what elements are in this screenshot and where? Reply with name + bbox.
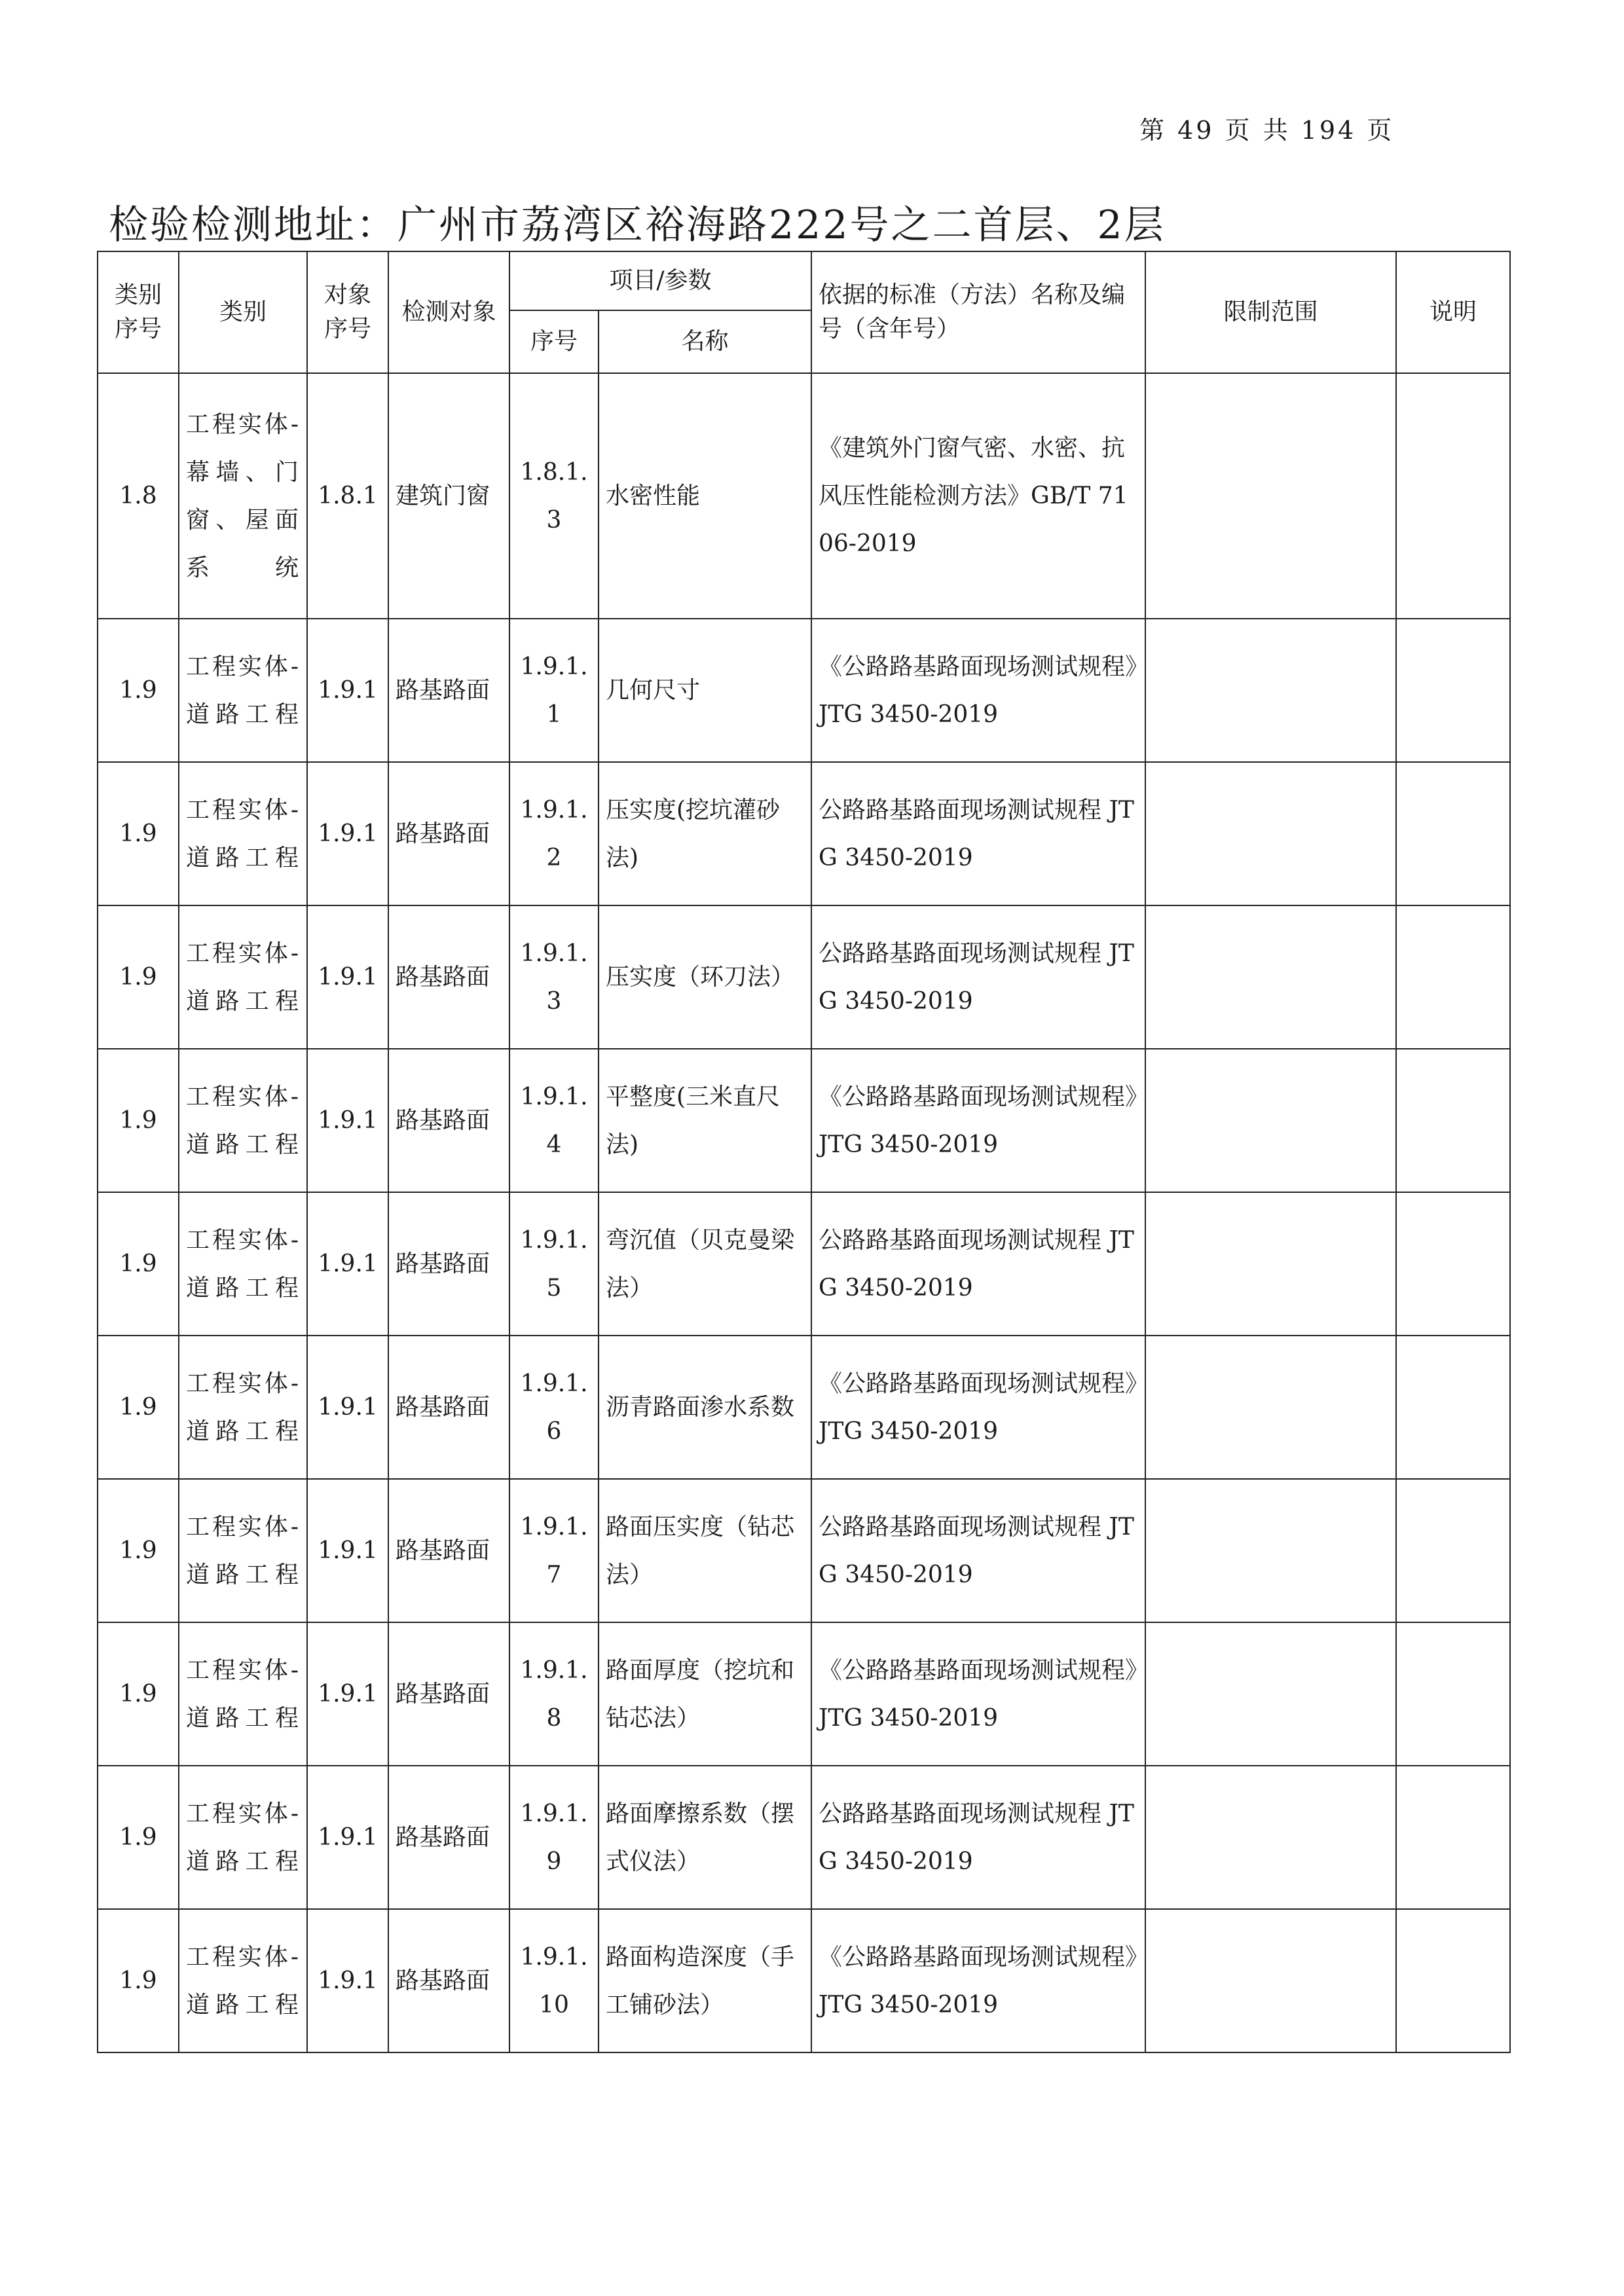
note-cell <box>1396 1766 1510 1909</box>
scope-table <box>97 251 1511 2053</box>
category-no-cell: 1.9 <box>98 1909 179 2052</box>
item-no-cell: 1.8.1.3 <box>509 373 599 619</box>
item-no-cell: 1.9.1.4 <box>509 1049 599 1192</box>
limit-cell <box>1145 1049 1396 1192</box>
limit-cell <box>1145 762 1396 905</box>
header-item-no: 序号 <box>509 310 599 373</box>
note-cell <box>1396 373 1510 619</box>
table-row <box>98 1909 1510 2052</box>
item-name-cell: 平整度(三米直尺法) <box>599 1049 811 1192</box>
page-number: 第 49 页 共 194 页 <box>1139 116 1395 145</box>
category-cell: 工程实体-道路工程 <box>179 619 307 762</box>
item-no-cell: 1.9.1.10 <box>509 1909 599 2052</box>
table-row <box>98 1479 1510 1622</box>
standard-cell: 《公路路基路面现场测试规程》JTG 3450-2019 <box>811 1336 1145 1479</box>
category-cell: 工程实体-道路工程 <box>179 1049 307 1192</box>
category-no-cell: 1.9 <box>98 619 179 762</box>
object-cell: 路基路面 <box>388 619 509 762</box>
item-name-cell: 弯沉值（贝克曼梁法） <box>599 1192 811 1336</box>
object-no-cell: 1.9.1 <box>307 1049 388 1192</box>
object-no-cell: 1.9.1 <box>307 1192 388 1336</box>
category-no-cell: 1.9 <box>98 1766 179 1909</box>
standard-cell: 公路路基路面现场测试规程 JTG 3450-2019 <box>811 1766 1145 1909</box>
standard-cell: 《公路路基路面现场测试规程》JTG 3450-2019 <box>811 1049 1145 1192</box>
object-cell: 路基路面 <box>388 1479 509 1622</box>
item-name-cell: 压实度(挖坑灌砂法) <box>599 762 811 905</box>
object-cell: 路基路面 <box>388 1909 509 2052</box>
category-cell: 工程实体-道路工程 <box>179 1622 307 1766</box>
header-category: 类别 <box>179 251 307 373</box>
standard-cell: 公路路基路面现场测试规程 JTG 3450-2019 <box>811 1192 1145 1336</box>
category-no-cell: 1.9 <box>98 762 179 905</box>
item-no-cell: 1.9.1.1 <box>509 619 599 762</box>
header-object-no: 对象序号 <box>307 251 388 373</box>
table-row <box>98 1336 1510 1479</box>
item-no-cell: 1.9.1.2 <box>509 762 599 905</box>
standard-cell: 《建筑外门窗气密、水密、抗风压性能检测方法》GB/T 7106-2019 <box>811 373 1145 619</box>
limit-cell <box>1145 905 1396 1049</box>
object-no-cell: 1.9.1 <box>307 619 388 762</box>
item-no-cell: 1.9.1.7 <box>509 1479 599 1622</box>
standard-cell: 公路路基路面现场测试规程 JTG 3450-2019 <box>811 1479 1145 1622</box>
item-name-cell: 路面摩擦系数（摆式仪法） <box>599 1766 811 1909</box>
header-item-name: 名称 <box>599 310 811 373</box>
header-note: 说明 <box>1396 251 1510 373</box>
item-name-cell: 路面压实度（钻芯法） <box>599 1479 811 1622</box>
item-name-cell: 几何尺寸 <box>599 619 811 762</box>
table-row <box>98 1049 1510 1192</box>
object-no-cell: 1.9.1 <box>307 1909 388 2052</box>
object-no-cell: 1.9.1 <box>307 762 388 905</box>
category-no-cell: 1.9 <box>98 1622 179 1766</box>
object-no-cell: 1.9.1 <box>307 1479 388 1622</box>
address-title: 检验检测地址：广州市荔湾区裕海路222号之二首层、2层 <box>109 202 1166 248</box>
table-row <box>98 905 1510 1049</box>
table-row <box>98 619 1510 762</box>
header-limit: 限制范围 <box>1145 251 1396 373</box>
category-cell: 工程实体-道路工程 <box>179 762 307 905</box>
limit-cell <box>1145 1192 1396 1336</box>
table-row <box>98 1192 1510 1336</box>
table-row <box>98 1622 1510 1766</box>
limit-cell <box>1145 1622 1396 1766</box>
category-cell: 工程实体-道路工程 <box>179 1479 307 1622</box>
note-cell <box>1396 762 1510 905</box>
category-cell: 工程实体-道路工程 <box>179 905 307 1049</box>
object-no-cell: 1.8.1 <box>307 373 388 619</box>
standard-cell: 《公路路基路面现场测试规程》JTG 3450-2019 <box>811 1909 1145 2052</box>
limit-cell <box>1145 619 1396 762</box>
object-cell: 建筑门窗 <box>388 373 509 619</box>
note-cell <box>1396 1479 1510 1622</box>
category-cell: 工程实体-道路工程 <box>179 1909 307 2052</box>
object-cell: 路基路面 <box>388 1622 509 1766</box>
object-cell: 路基路面 <box>388 1766 509 1909</box>
header-category-no: 类别序号 <box>98 251 179 373</box>
category-no-cell: 1.9 <box>98 1336 179 1479</box>
item-name-cell: 压实度（环刀法） <box>599 905 811 1049</box>
note-cell <box>1396 619 1510 762</box>
table-row <box>98 373 1510 619</box>
item-name-cell: 沥青路面渗水系数 <box>599 1336 811 1479</box>
item-name-cell: 水密性能 <box>599 373 811 619</box>
object-cell: 路基路面 <box>388 762 509 905</box>
object-cell: 路基路面 <box>388 1192 509 1336</box>
standard-cell: 《公路路基路面现场测试规程》JTG 3450-2019 <box>811 1622 1145 1766</box>
standard-cell: 《公路路基路面现场测试规程》JTG 3450-2019 <box>811 619 1145 762</box>
limit-cell <box>1145 1336 1396 1479</box>
category-cell: 工程实体-道路工程 <box>179 1766 307 1909</box>
note-cell <box>1396 905 1510 1049</box>
note-cell <box>1396 1622 1510 1766</box>
header-standard: 依据的标准（方法）名称及编号（含年号） <box>811 251 1145 373</box>
table-row <box>98 762 1510 905</box>
category-no-cell: 1.9 <box>98 905 179 1049</box>
header-object: 检测对象 <box>388 251 509 373</box>
item-name-cell: 路面构造深度（手工铺砂法） <box>599 1909 811 2052</box>
object-no-cell: 1.9.1 <box>307 905 388 1049</box>
item-name-cell: 路面厚度（挖坑和钻芯法） <box>599 1622 811 1766</box>
item-no-cell: 1.9.1.6 <box>509 1336 599 1479</box>
category-cell: 工程实体-道路工程 <box>179 1336 307 1479</box>
category-cell: 工程实体-道路工程 <box>179 1192 307 1336</box>
standard-cell: 公路路基路面现场测试规程 JTG 3450-2019 <box>811 905 1145 1049</box>
object-no-cell: 1.9.1 <box>307 1336 388 1479</box>
standard-cell: 公路路基路面现场测试规程 JTG 3450-2019 <box>811 762 1145 905</box>
category-no-cell: 1.9 <box>98 1192 179 1336</box>
object-cell: 路基路面 <box>388 905 509 1049</box>
item-no-cell: 1.9.1.9 <box>509 1766 599 1909</box>
object-no-cell: 1.9.1 <box>307 1622 388 1766</box>
item-no-cell: 1.9.1.5 <box>509 1192 599 1336</box>
header-item-group: 项目/参数 <box>509 251 811 310</box>
note-cell <box>1396 1336 1510 1479</box>
item-no-cell: 1.9.1.8 <box>509 1622 599 1766</box>
note-cell <box>1396 1049 1510 1192</box>
limit-cell <box>1145 1909 1396 2052</box>
category-no-cell: 1.9 <box>98 1479 179 1622</box>
category-no-cell: 1.9 <box>98 1049 179 1192</box>
object-cell: 路基路面 <box>388 1336 509 1479</box>
object-no-cell: 1.9.1 <box>307 1766 388 1909</box>
category-no-cell: 1.8 <box>98 373 179 619</box>
note-cell <box>1396 1909 1510 2052</box>
table-row <box>98 1766 1510 1909</box>
item-no-cell: 1.9.1.3 <box>509 905 599 1049</box>
note-cell <box>1396 1192 1510 1336</box>
object-cell: 路基路面 <box>388 1049 509 1192</box>
limit-cell <box>1145 373 1396 619</box>
category-cell: 工程实体-幕墙、门窗、屋面系统 <box>179 373 307 619</box>
limit-cell <box>1145 1479 1396 1622</box>
limit-cell <box>1145 1766 1396 1909</box>
